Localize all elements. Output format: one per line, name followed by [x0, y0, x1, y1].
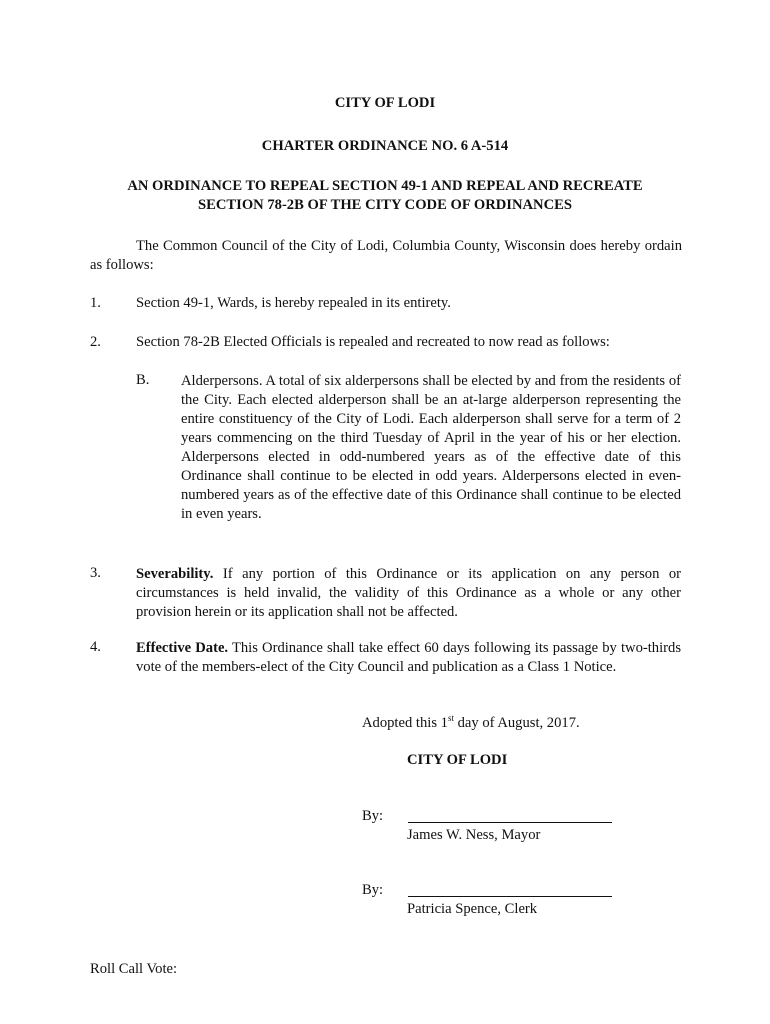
adoption-suffix: day of August, 2017. [453, 714, 580, 731]
section-number: 1. [90, 295, 101, 311]
section-text: This Ordinance shall take effect 60 days following its passage by two-thirds vote of the members-elect of the City Council and publication as a Class 1 Notice. [136, 640, 681, 675]
adoption-superscript: st [447, 713, 454, 723]
section-text: Section 49-1, Wards, is hereby repealed in its entirety. [136, 295, 451, 311]
clerk-name: Patricia Spence, Clerk [407, 901, 538, 917]
adoption-line [362, 713, 580, 732]
mayor-signature-line [408, 806, 612, 823]
section-text: Section 78-2B Elected Officials is repealed and recreated to now read as follows: [136, 334, 610, 350]
section-number: 3. [90, 565, 101, 581]
ordinance-title-line1: AN ORDINANCE TO REPEAL SECTION 49-1 AND REPEAL AND RECREATE [127, 178, 643, 194]
subsection-letter: B. [136, 372, 150, 388]
mayor-by-label: By: [362, 808, 384, 824]
section-text: If any portion of this Ordinance or its application on any person or circumstances is held invalid, the validity of this Ordinance as a whole or any other provision herein or its application shall not be affected. [136, 566, 681, 620]
section-number: 4. [90, 639, 101, 655]
roll-call-label: Roll Call Vote: [90, 961, 178, 977]
section-number: 2. [90, 334, 101, 350]
ordinance-number: CHARTER ORDINANCE NO. 6 A-514 [261, 138, 509, 154]
preamble: The Common Council of the City of Lodi, Columbia County, Wisconsin does hereby ordain as follows: [90, 238, 682, 273]
ordinance-title-line2: SECTION 78-2B OF THE CITY CODE OF ORDINANCES [198, 197, 572, 213]
mayor-name: James W. Ness, Mayor [407, 827, 541, 843]
signature-city: CITY OF LODI [407, 752, 508, 768]
section-body [136, 639, 681, 677]
section-heading: Effective Date. [136, 640, 229, 656]
clerk-signature-line [408, 880, 612, 897]
section-heading: Severability. [136, 566, 214, 582]
subsection-text: Alderpersons. A total of six alderpersons shall be elected by and from the residents of the City. Each elected alderperson shall be an at-large alderperson representing the entire constituency of the City of Lodi. Each alderperson shall serve for a term of 2 years commencing on the third Tuesday of April in the year of his or her election. Alderpersons elected in odd-numbered years as of the effective date of this Ordinance shall continue to be elected in odd years. Alderpersons elected in even-numbered years as of the effective date of this Ordinance shall continue to be elected in even years. [181, 373, 681, 522]
adoption-prefix: Adopted this 1 [362, 714, 448, 731]
city-heading: CITY OF LODI [334, 95, 436, 111]
section-body [136, 565, 681, 622]
clerk-by-label: By: [362, 882, 384, 898]
